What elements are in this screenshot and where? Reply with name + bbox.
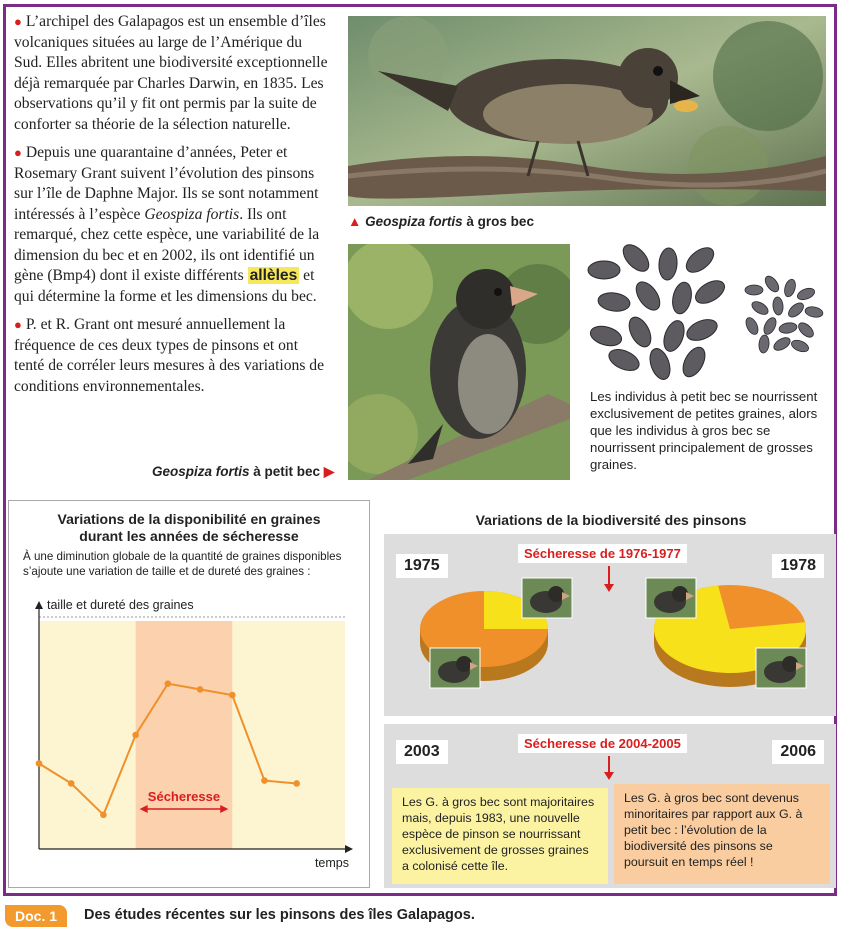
small-seed — [783, 278, 798, 298]
big-seed — [588, 323, 624, 349]
small-seed — [796, 286, 816, 302]
seed-availability-graph — [8, 500, 370, 888]
note-2006: Les G. à gros bec sont devenus minoritaires par rapport aux G. à petit bec : l’évolution de la biodiversité des pinsons se poursuit en temps réel ! — [614, 784, 830, 884]
panel-1975-1978 — [384, 534, 836, 716]
seeds-description: Les individus à petit bec se nourrissent exclusivement de petites graines, alors que les individus à gros bec se nourrissent principalement de grosses graines. — [590, 389, 818, 472]
intro-text — [14, 12, 332, 405]
x-axis-label: temps — [314, 856, 349, 870]
big-seed — [631, 278, 664, 315]
small-seed — [744, 316, 761, 337]
graph-subtitle: À une diminution globale de la quantité de graines disponibles s’ajoute une variation de taille et de dureté des graines : — [23, 550, 342, 578]
small-seed — [761, 316, 778, 337]
y-axis-label: taille et dureté des graines — [47, 598, 194, 612]
small-seed — [804, 305, 824, 318]
big-seed — [625, 314, 656, 351]
big-seed — [684, 315, 720, 344]
small-seed — [772, 297, 784, 316]
small-seed — [763, 274, 782, 294]
small-seed — [786, 300, 806, 319]
highlight-alleles: allèles — [249, 267, 298, 284]
small-seed — [772, 335, 793, 353]
small-seed — [796, 320, 816, 340]
small-seed — [790, 338, 810, 354]
note-2003: Les G. à gros bec sont majoritaires mais, depuis 1983, une nouvelle espèce de pinson se nourrissant exclusivement de grosses graines a colonisé cette île. — [392, 788, 608, 884]
big-seed — [682, 243, 718, 277]
small-seed — [750, 299, 771, 317]
drought-label-1976-1977: Sécheresse de 1976-1977 — [518, 544, 687, 563]
bullet-icon: ● — [14, 317, 22, 332]
big-seed — [660, 318, 688, 354]
drought-label: Sécheresse — [147, 789, 221, 804]
data-point — [36, 760, 43, 767]
small-seed — [758, 335, 770, 354]
triangle-up-icon: ▲ — [348, 214, 362, 229]
big-seed — [606, 345, 643, 374]
data-point — [261, 777, 268, 784]
graph-title: Variations de la disponibilité en graines durant les années de sécheresse — [57, 511, 321, 544]
data-point — [132, 732, 139, 739]
big-seed — [679, 344, 710, 380]
doc-title: Des études récentes sur les pinsons des îles Galapagos. — [84, 907, 475, 923]
big-seed — [619, 240, 654, 276]
finch-thumb-1978-big — [756, 648, 806, 688]
finch-thumb-1978-small — [646, 578, 696, 618]
doc-badge: Doc. 1 — [5, 905, 67, 927]
photo-small-beak-finch — [348, 244, 570, 480]
big-seed — [670, 280, 694, 315]
small-seed — [745, 285, 763, 295]
year-1975: 1975 — [396, 554, 448, 578]
triangle-right-icon: ▶ — [323, 464, 335, 479]
data-point — [100, 812, 107, 819]
year-2006: 2006 — [772, 740, 824, 764]
data-point — [197, 686, 204, 693]
big-seed — [658, 247, 678, 280]
data-point — [165, 680, 172, 687]
seeds-illustration — [584, 240, 834, 380]
big-seed — [597, 291, 631, 313]
year-2003: 2003 — [396, 740, 448, 764]
intro-paragraph-1: ● L’archipel des Galapagos est un ensemble d’îles volcaniques situées au large de l’Amérique du Sud. Elles abritent une biodiversité exceptionnelle déjà remarquée par Charles Darwin, en 1835. Les observations qu’il y fit ont permis par la suite de conforter sa théorie de la sélection naturelle. — [14, 13, 328, 133]
year-1978: 1978 — [772, 554, 824, 578]
finch-thumb-1975-small — [430, 648, 480, 688]
finch-thumb-1975-big — [522, 578, 572, 618]
intro-paragraph-3: ● P. et R. Grant ont mesuré annuellement la fréquence de ces deux types de pinsons et ont tenté de corréler leurs mesures à des variations de conditions environnementales. — [14, 316, 325, 395]
data-point — [293, 780, 300, 787]
big-seed — [588, 261, 620, 279]
bullet-icon: ● — [14, 145, 22, 160]
data-point — [229, 692, 236, 699]
small-seed — [778, 322, 797, 335]
bullet-icon: ● — [14, 14, 22, 29]
drought-label-2004-2005: Sécheresse de 2004-2005 — [518, 734, 687, 753]
caption-big-beak: ▲ Geospiza fortis à gros bec — [348, 214, 534, 229]
big-seed — [692, 276, 729, 308]
drought-band — [136, 621, 233, 849]
intro-paragraph-2: ● Depuis une quarantaine d’années, Peter et Rosemary Grant suivent l’évolution des pinsons sur l’île de Daphne Major. Ils se sont notamment intéressés à l’espèce Geospiza fortis. Ils ont remarqué, chez cette espèce, une variabilité de la dimension du bec et en 2002, ils ont identifié un gène (Bmp4) dont il existe différents allèles et qui détermine la forme et les dimensions du bec. — [14, 144, 320, 305]
biodiversity-title: Variations de la biodiversité des pinsons — [475, 512, 747, 528]
panel-2003-2006 — [384, 724, 836, 888]
caption-small-beak: Geospiza fortis à petit bec ▶ — [152, 464, 335, 479]
data-point — [68, 780, 75, 787]
photo-big-beak-finch — [348, 16, 826, 206]
